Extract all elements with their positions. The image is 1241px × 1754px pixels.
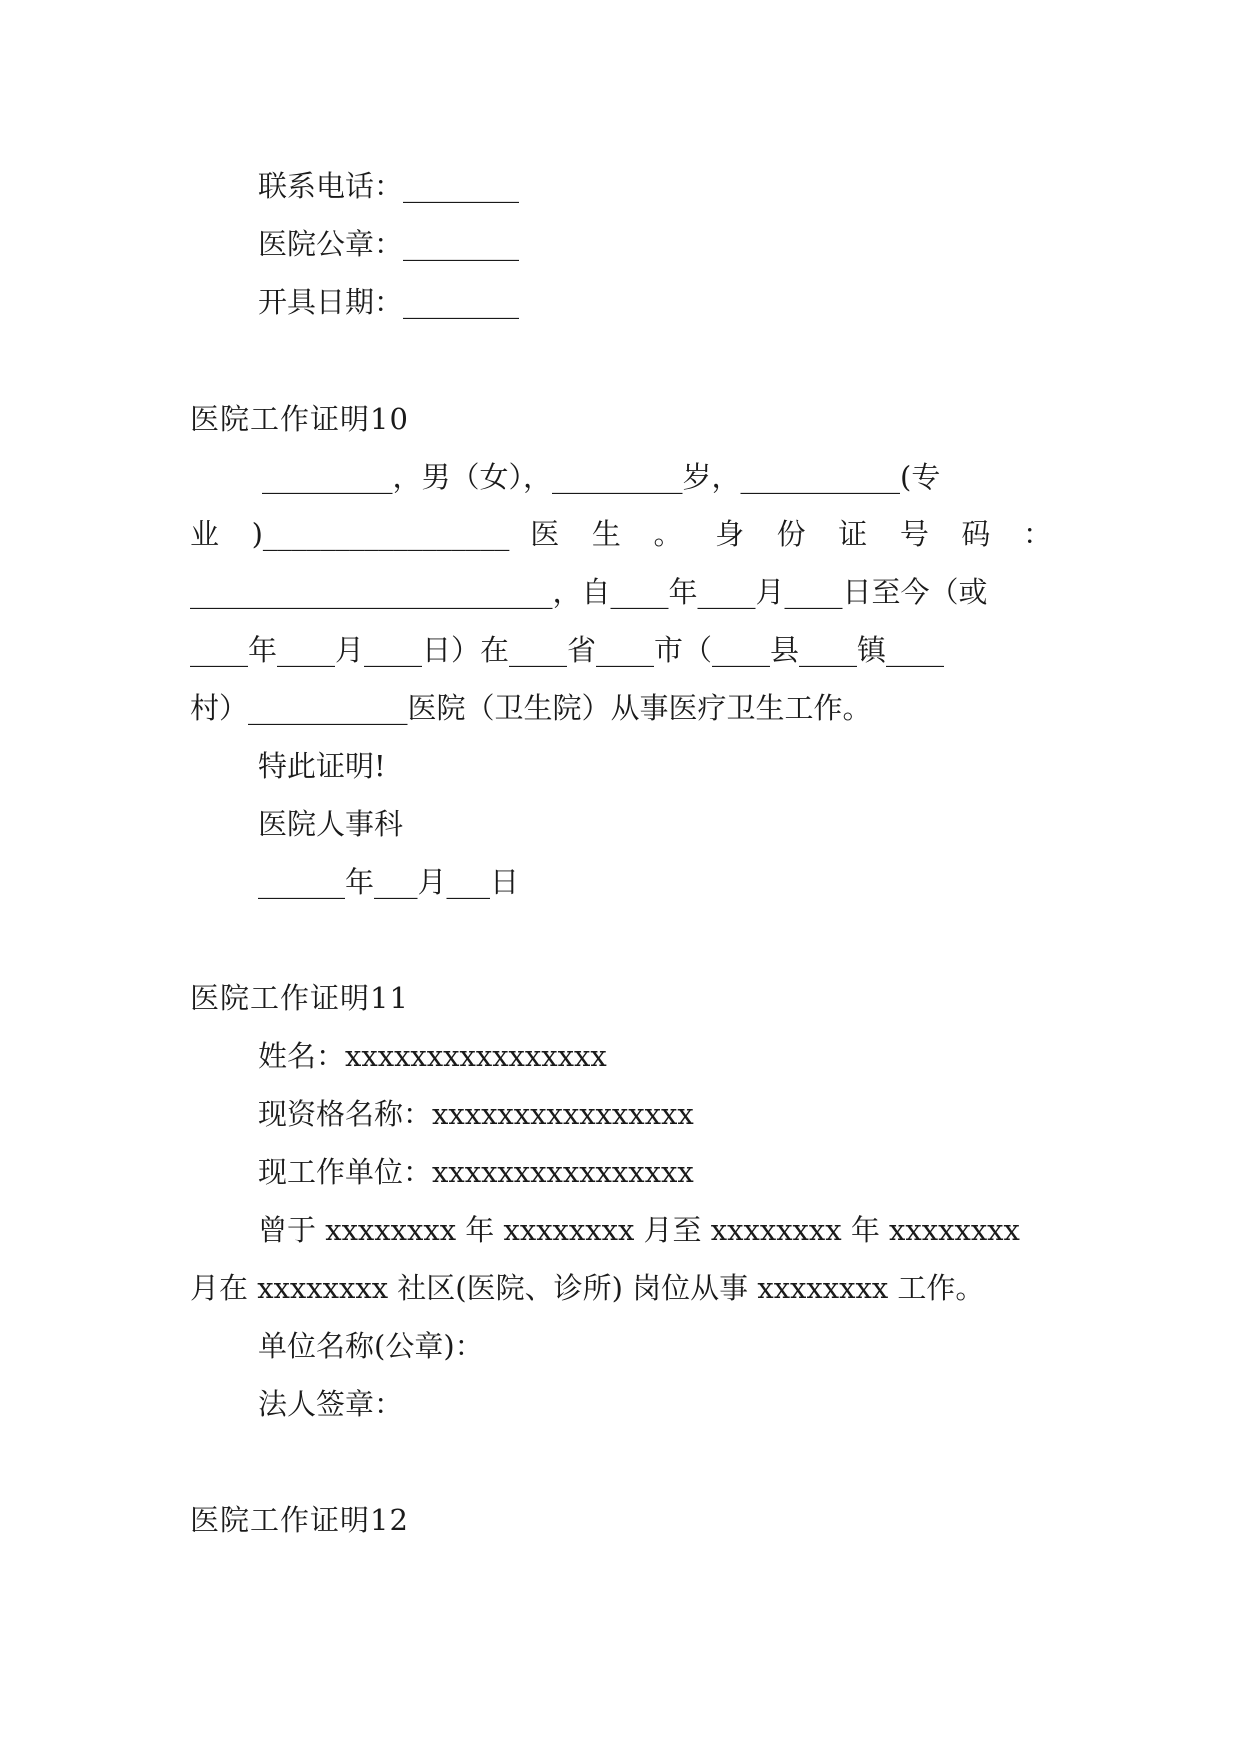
employer-line: 现工作单位：xxxxxxxxxxxxxxxx <box>258 1155 694 1189</box>
certificate-11-line-1: 曾于 xxxxxxxx 年 xxxxxxxx 月至 xxxxxxxx 年 xxxxxxxx <box>258 1213 1020 1247</box>
section-title-12: 医院工作证明12 <box>190 1503 409 1537</box>
unit-name-seal-line: 单位名称(公章)： <box>258 1329 484 1363</box>
certificate-11-line-2: 月在 xxxxxxxx 社区(医院、诊所) 岗位从事 xxxxxxxx 工作。 <box>190 1271 985 1305</box>
certificate-10-line-3: _________________________，自____年____月____日至今（或 <box>190 575 988 609</box>
section-title-10: 医院工作证明10 <box>190 402 409 436</box>
section-title-11: 医院工作证明11 <box>190 981 409 1015</box>
hospital-seal-line: 医院公章：________ <box>258 227 520 261</box>
sign-date-line: ______年___月___日 <box>258 865 520 899</box>
certify-statement: 特此证明! <box>258 749 386 783</box>
name-line: 姓名：xxxxxxxxxxxxxxxx <box>258 1039 607 1073</box>
certificate-10-line-5: 村）___________医院（卫生院）从事医疗卫生工作。 <box>190 691 872 725</box>
qualification-line: 现资格名称：xxxxxxxxxxxxxxxx <box>258 1097 694 1131</box>
legal-signature-line: 法人签章： <box>258 1387 404 1421</box>
certificate-10-line-2: 业 )_________________ 医 生 。 身 份 证 号 码 ： <box>190 517 1052 551</box>
certificate-10-line-4: ____年____月____日）在____省____市（____县____镇____ <box>190 633 945 667</box>
hr-department: 医院人事科 <box>258 807 404 841</box>
issue-date-line: 开具日期：________ <box>258 285 520 319</box>
contact-phone-line: 联系电话：________ <box>258 169 520 203</box>
certificate-10-line-1: _________，男（女），_________岁，___________(专 <box>262 460 941 494</box>
